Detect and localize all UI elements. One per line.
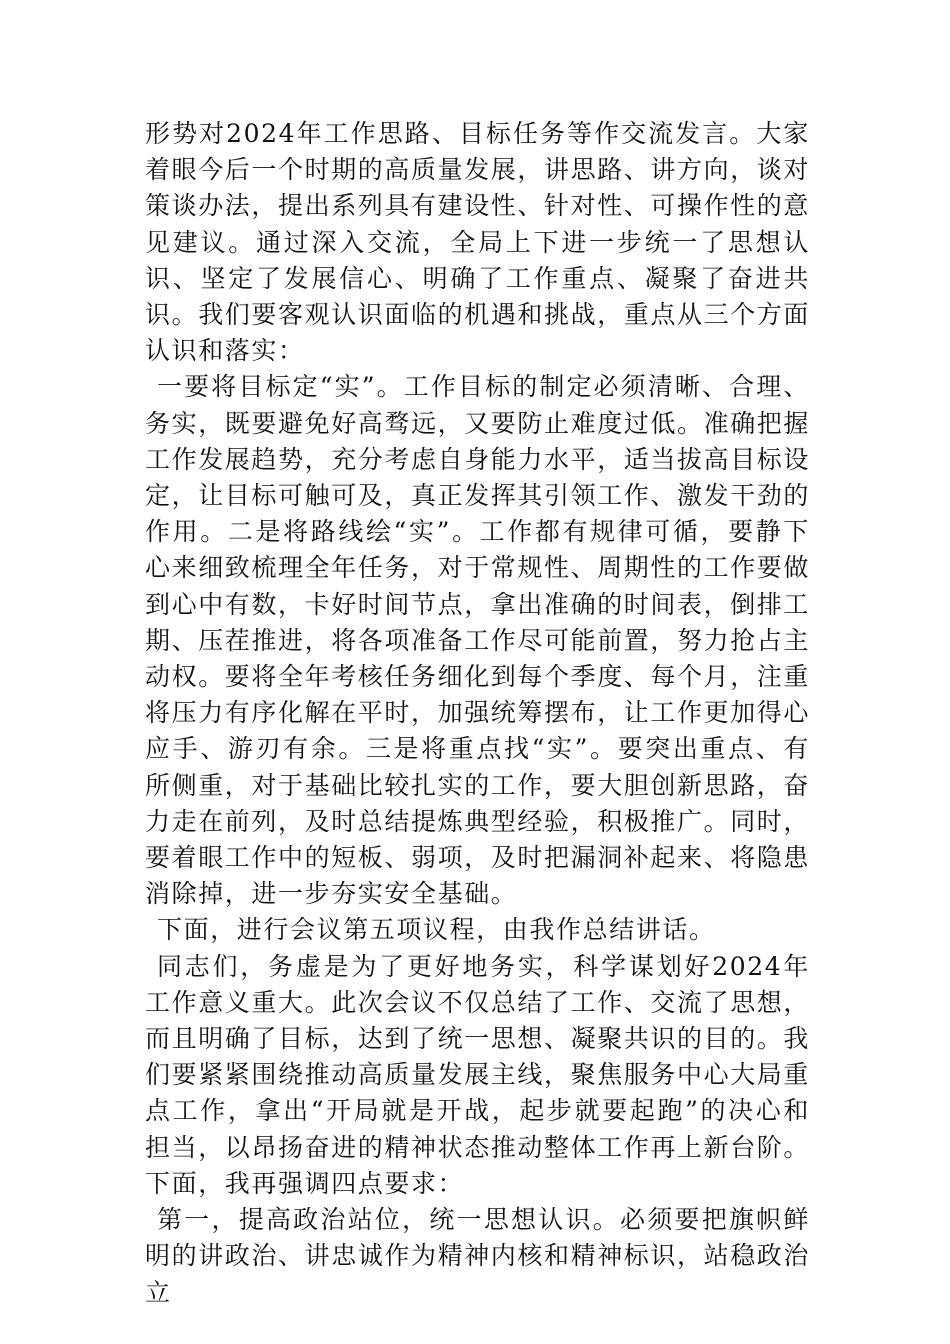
paragraph-first-requirement: 第一，提高政治站位，统一思想认识。必须要把旗帜鲜明的讲政治、讲忠诚作为精神内核和精神标识，站稳政治立 — [145, 1205, 811, 1307]
paragraph-targets: 一要将目标定“实”。工作目标的制定必须清晰、合理、务实，既要避免好高骛远，又要防止难度过低。准确把握工作发展趋势，充分考虑自身能力水平，适当拔高目标设定，让目标可触可及，真正发挥其引领工作、激发干劲的作用。二是将路线绘“实”。工作都有规律可循，要静下心来细致梳理全年任务，对于常规性、周期性的工作要做到心中有数，卡好时间节点，拿出准确的时间表，倒排工期、压茬推进，将各项准备工作尽可能前置，努力抢占主动权。要将全年考核任务细化到每个季度、每个月，注重将压力有序化解在平时，加强统筹摆布，让工作更加得心应手、游刃有余。三是将重点找“实”。要突出重点、有所侧重，对于基础比较扎实的工作，要大胆创新思路，奋力走在前列，及时总结提炼典型经验，积极推广。同时，要着眼工作中的短板、弱项，及时把漏洞补起来、将隐患消除掉，进一步夯实安全基础。 — [145, 372, 811, 909]
document-body — [145, 116, 810, 1311]
paragraph-summary: 同志们，务虚是为了更好地务实，科学谋划好2024年工作意义重大。此次会议不仅总结了工作、交流了思想，而且明确了目标，达到了统一思想、凝聚共识的目的。我们要紧紧围绕推动高质量发展主线，聚焦服务中心大局重点工作，拿出“开局就是开战，起步就要起跑”的决心和担当，以昂扬奋进的精神状态推动整体工作再上新台阶。下面，我再强调四点要求： — [145, 951, 811, 1198]
paragraph-agenda: 下面，进行会议第五项议程，由我作总结讲话。 — [157, 915, 716, 945]
paragraph-continuation: 形势对2024年工作思路、目标任务等作交流发言。大家着眼今后一个时期的高质量发展，讲思路、讲方向，谈对策谈办法，提出系列具有建设性、针对性、可操作性的意见建议。通过深入交流，全局上下进一步统一了思想认识、坚定了发展信心、明确了工作重点、凝聚了奋进共识。我们要客观认识面临的机遇和挑战，重点从三个方面认识和落实： — [145, 119, 811, 366]
